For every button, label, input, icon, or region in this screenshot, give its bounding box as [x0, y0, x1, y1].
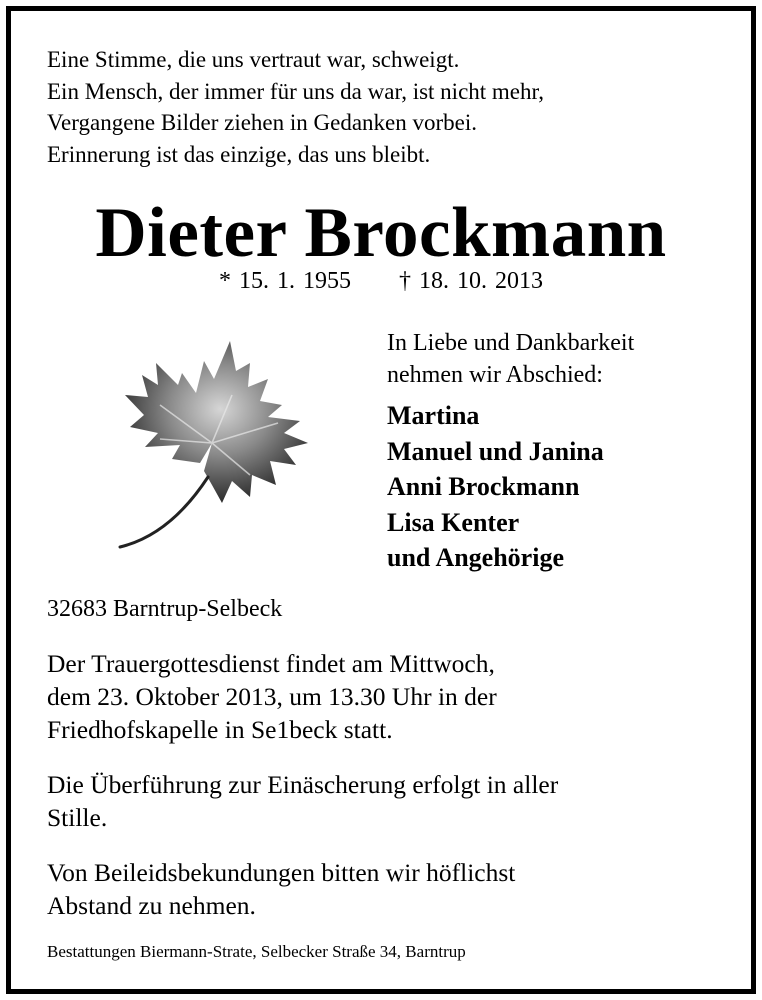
- cremation-paragraph: [47, 768, 558, 834]
- service-line: Friedhofskapelle in Se1beck statt.: [47, 715, 393, 744]
- service-paragraph: [47, 647, 497, 746]
- cremation-line: Stille.: [47, 803, 108, 832]
- condolences-line: Abstand zu nehmen.: [47, 891, 256, 920]
- poem-line: Ein Mensch, der immer für uns da war, ist nicht mehr,: [47, 78, 545, 104]
- poem-line: Eine Stimme, die uns vertraut war, schweigt.: [47, 47, 460, 72]
- place-line: 32683 Barntrup-Selbeck: [47, 596, 283, 622]
- maple-leaf-icon: [100, 335, 325, 560]
- farewell-line: In Liebe und Dankbarkeit: [387, 330, 635, 356]
- farewell-text: [387, 327, 634, 391]
- mourner-name: Manuel und Janina: [387, 436, 604, 466]
- mourner-name: Lisa Kenter: [387, 507, 520, 537]
- service-line: dem 23. Oktober 2013, um 13.30 Uhr in der: [47, 682, 497, 711]
- mourner-name: Martina: [387, 401, 480, 430]
- poem-line: Vergangene Bilder ziehen in Gedanken vorbei.: [47, 110, 478, 135]
- funeral-home-footer: Bestattungen Biermann-Strate, Selbecker Straße 34, Barntrup: [47, 942, 466, 961]
- life-dates: [0, 268, 762, 295]
- birth-date: * 15. 1. 1955: [219, 268, 351, 294]
- poem-line: Erinnerung ist das einzige, das uns bleibt.: [47, 141, 431, 167]
- farewell-line: nehmen wir Abschied:: [387, 362, 603, 388]
- death-date: † 18. 10. 2013: [399, 268, 543, 294]
- service-line: Der Trauergottesdienst findet am Mittwoch,: [47, 649, 495, 678]
- memorial-poem: [47, 44, 544, 170]
- cremation-line: Die Überführung zur Einäscherung erfolgt in aller: [47, 770, 559, 799]
- mourner-name: und Angehörige: [387, 543, 564, 572]
- condolences-line: Von Beileidsbekundungen bitten wir höflichst: [47, 858, 516, 887]
- mourners-list: [387, 398, 604, 576]
- deceased-name: Dieter Brockmann: [95, 194, 667, 272]
- condolences-paragraph: [47, 856, 515, 922]
- mourner-name: Anni Brockmann: [387, 472, 580, 501]
